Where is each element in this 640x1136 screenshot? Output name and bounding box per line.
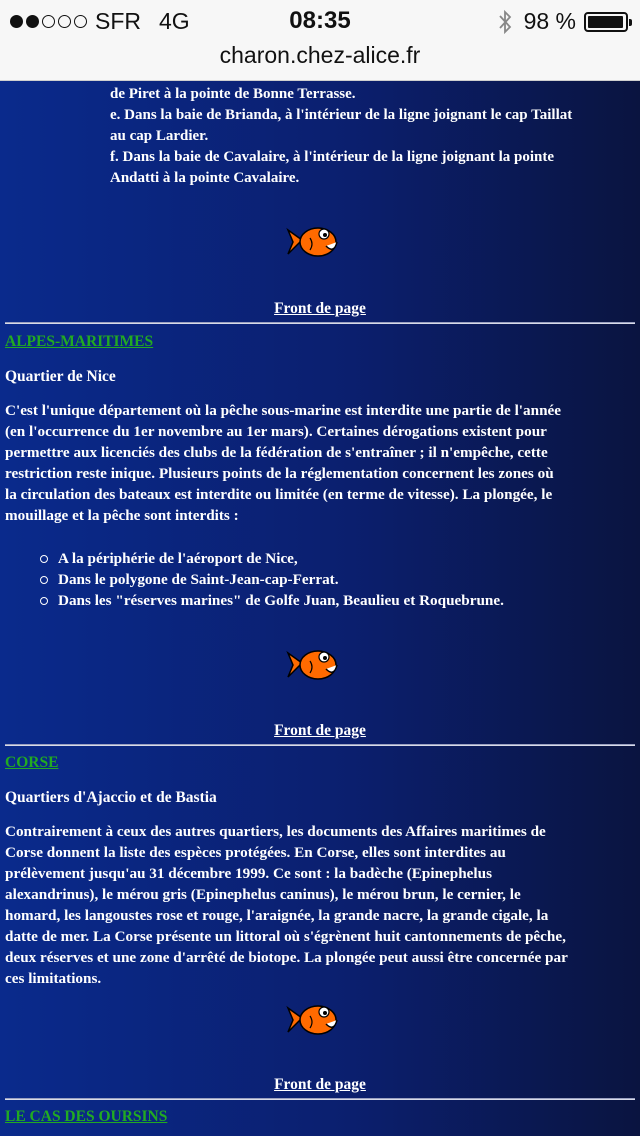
text-line: e. Dans la baie de Brianda, à l'intérieur de la ligne joignant le cap Taillat	[110, 107, 573, 123]
text-line: f. Dans la baie de Cavalaire, à l'intérieur de la ligne joignant la pointe	[110, 149, 555, 165]
text-line: au cap Lardier.	[110, 128, 209, 144]
clock: 08:35	[289, 7, 351, 34]
text-line: la circulation des bateaux est interdite ou limitée (en terme de vitesse). La plongée, le	[5, 486, 553, 503]
text-line: de Piret à la pointe de Bonne Terrasse.	[110, 86, 356, 102]
network-type: 4G	[159, 8, 190, 34]
text-line: C'est l'unique département où la pêche sous-marine est interdite une partie de l'année	[5, 402, 561, 419]
section-subtitle: Quartier de Nice	[5, 368, 116, 385]
section-heading-alpes-maritimes[interactable]: ALPES-MARITIMES	[5, 333, 154, 350]
battery-percent: 98 %	[523, 8, 576, 34]
address-bar-url[interactable]: charon.chez-alice.fr	[219, 42, 421, 68]
text-line: alexandrinus), le mérou gris (Epinephelus caninus), le mérou brun, le cernier, le	[5, 886, 521, 903]
list-item: A la périphérie de l'aéroport de Nice,	[40, 548, 504, 569]
back-to-top-link[interactable]: Front de page	[274, 722, 366, 739]
text-line: permettre aux licenciés des clubs de la fédération de s'entraîner ; il n'empêche, cette	[5, 444, 548, 461]
divider	[5, 1098, 635, 1100]
section-subtitle: Quartiers d'Ajaccio et de Bastia	[5, 789, 217, 806]
fish-icon	[286, 222, 340, 262]
text-line: Contrairement à ceux des autres quartiers, les documents des Affaires maritimes de	[5, 823, 546, 840]
battery-icon	[584, 12, 628, 32]
fish-icon	[286, 645, 340, 685]
section-paragraph	[5, 400, 637, 526]
list-item: Dans les "réserves marines" de Golfe Juan, Beaulieu et Roquebrune.	[40, 590, 504, 611]
carrier-name: SFR	[95, 8, 141, 34]
status-bar	[0, 0, 640, 81]
text-line: restriction reste inique. Plusieurs points de la réglementation concernent les zones où	[5, 465, 554, 482]
text-line: (en l'occurrence du 1er novembre au 1er mars). Certaines dérogations existent pour	[5, 423, 547, 440]
battery-fill	[588, 16, 623, 28]
text-line: mouillage et la pêche sont interdits :	[5, 507, 239, 524]
section-paragraph	[5, 821, 637, 989]
divider	[5, 744, 635, 746]
text-line: Andatti à la pointe Cavalaire.	[110, 170, 300, 186]
list-item: Dans le polygone de Saint-Jean-cap-Ferrat.	[40, 569, 504, 590]
section-heading-oursins[interactable]: LE CAS DES OURSINS	[5, 1108, 168, 1125]
text-line: homard, les langoustes rose et rouge, l'araignée, la grande nacre, la grande cigale, la	[5, 907, 549, 924]
divider	[5, 322, 635, 324]
back-to-top-link[interactable]: Front de page	[274, 300, 366, 317]
top-block-text	[110, 84, 630, 189]
fish-icon	[286, 1000, 340, 1040]
back-to-top-link[interactable]: Front de page	[274, 1076, 366, 1093]
restricted-zones-list	[40, 548, 504, 611]
text-line: datte de mer. La Corse présente un littoral où s'égrènent huit cantonnements de pêche,	[5, 928, 566, 945]
text-line: deux réserves et une zone d'arrêté de biotope. La plongée peut aussi être concernée par	[5, 949, 568, 966]
bluetooth-icon	[498, 9, 512, 35]
section-heading-corse[interactable]: CORSE	[5, 754, 59, 771]
text-line: ces limitations.	[5, 970, 102, 987]
text-line: prélèvement jusqu'au 31 décembre 1999. Ce sont : la badèche (Epinephelus	[5, 865, 492, 882]
text-line: Corse donnent la liste des espèces protégées. En Corse, elles sont interdites au	[5, 844, 506, 861]
status-right	[498, 8, 628, 35]
